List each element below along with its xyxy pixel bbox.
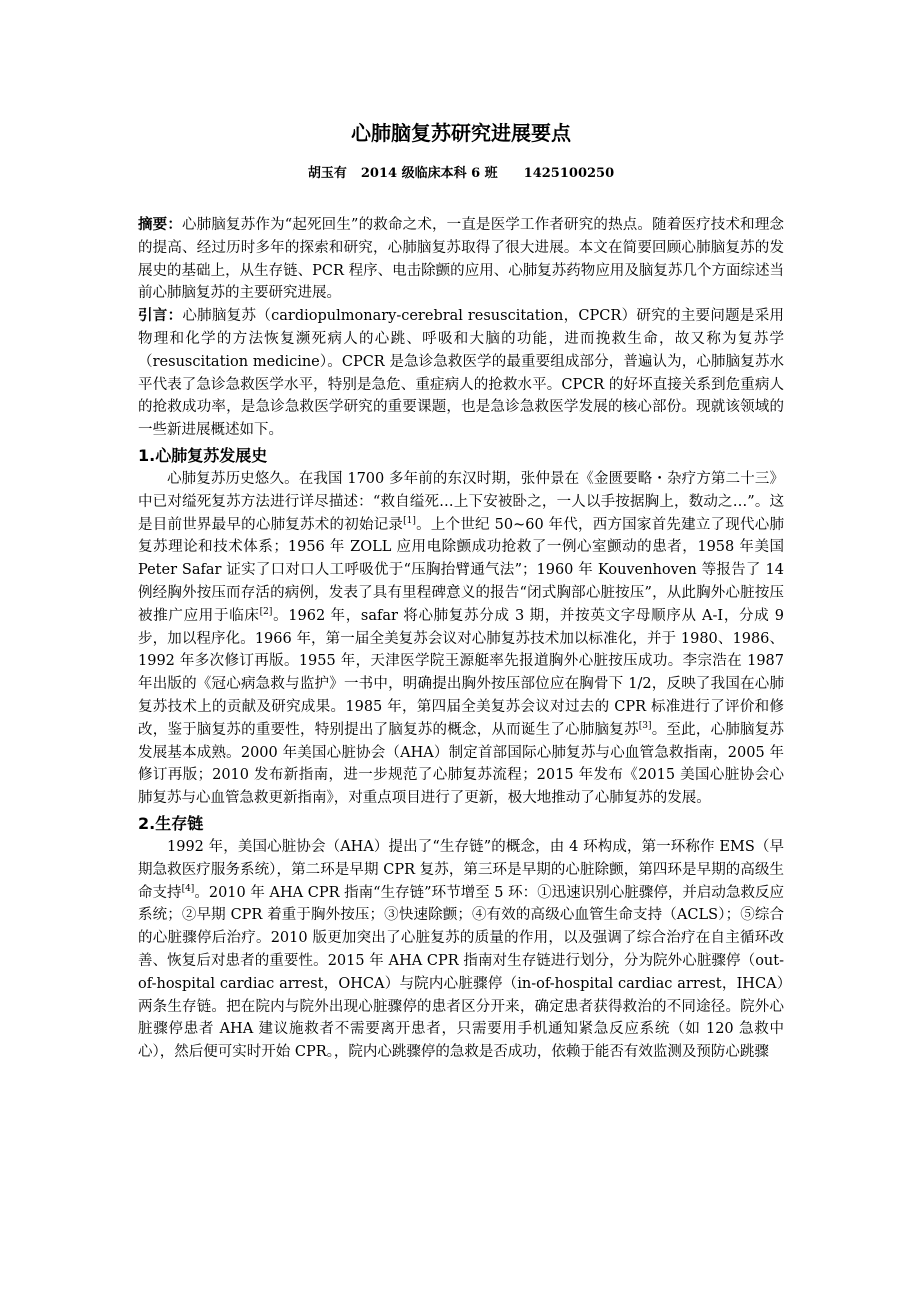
student-id: 1425100250 [523,166,615,181]
intro-paragraph [138,305,784,442]
section-2-text-a: 1992 年，美国心脏协会（AHA）提出了“生存链”的概念，由 4 环构成，第一环称作 EMS（早期急救医疗服务系统），第二环是早期 CPR 复苏，第三环是早期的心脏除颤，第四环是早期的高级生命支持 [138,838,784,901]
abstract-text: 心肺脑复苏作为“起死回生”的救命之术，一直是医学工作者研究的热点。随着医疗技术和理念的提高、经过历时多年的探索和研究，心肺脑复苏取得了很大进展。本文在简要回顾心肺脑复苏的发展史的基础上，从生存链、PCR 程序、电击除颤的应用、心肺复苏药物应用及脑复苏几个方面综述当前心肺脑复苏的主要研究进展。 [138,217,785,302]
author-name: 胡玉有 [307,166,347,181]
byline [138,164,784,184]
section-1-paragraph [138,468,784,810]
citation-2: [2] [259,606,273,617]
document-title: 心肺脑复苏研究进展要点 [351,121,571,145]
section-1-heading: 1.心肺复苏发展史 [138,445,268,465]
abstract-label: 摘要： [138,216,183,233]
section-1-text-a: 心肺复苏历史悠久。在我国 1700 多年前的东汉时期，张仲景在《金匮要略・杂疗方第二十三》中已对缢死复苏方法进行详尽描述：“救自缢死…上下安被卧之，一人以手按据胸上，数动之…”。这是目前世界最早的心肺复苏术的初始记录 [138,470,784,533]
section-2-paragraph [138,836,784,1064]
section-1-text-b: 。上个世纪 50~60 年代，西方国家首先建立了现代心肺复苏理论和技术体系；1956 年 ZOLL 应用电除颤成功抢救了一例心室颤动的患者，1958 年美国 Peter Safar 证实了口对口人工呼吸优于“压胸抬臂通气法”；1960 年 Kouvenhoven 等报告了 14 例经胸外按压而存活的病例，发表了具有里程碑意义的报告“闭式胸部心脏按压”，从此胸外心脏按压被推广应用于临床 [138,516,784,624]
section-1-text-d: 。至此，心肺脑复苏发展基本成熟。2000 年美国心脏协会（AHA）制定首部国际心肺复苏与心血管急救指南，2005 年修订再版；2010 发布新指南，进一步规范了心肺复苏流程；2015 年发布《2015 美国心脏协会心肺复苏与心血管急救更新指南》，对重点项目进行了更新，极大地推动了心肺复苏的发展。 [138,721,785,807]
document-page [138,118,784,1064]
intro-label: 引言： [138,307,183,325]
intro-text: 心肺脑复苏（cardiopulmonary-cerebral resuscitation，CPCR）研究的主要问题是采用物理和化学的方法恢复濒死病人的心跳、呼吸和大脑的功能，进而挽救生命，故又称为复苏学（resuscitation medicine）。CPCR 是急诊急救医学的最重要组成部分，普遍认为，心肺脑复苏水平代表了急诊急救医学水平，特别是急危、重症病人的抢救水平。CPCR 的好坏直接关系到危重病人的抢救成功率，是急诊急救医学研究的重要课题，也是急诊急救医学发展的核心部份。现就该领域的一些新进展概述如下。 [138,308,784,439]
citation-3: [3] [638,720,652,731]
section-1-text-c: 。1962 年，safar 将心肺复苏分成 3 期，并按英文字母顺序从 A-I，分成 9 步，加以程序化。1966 年，第一届全美复苏会议对心肺复苏技术加以标准化，并于 1980、1986、1992 年多次修订再版。1955 年，天津医学院王源艇率先报道胸外心脏按压成功。李宗浩在 1987 年出版的《冠心病急救与监护》一书中，明确提出胸外按压部位应在胸骨下 1/2，反映了我国在心肺复苏技术上的贡献及研究成果。1985 年，第四届全美复苏会议对过去的 CPR 标准进行了评价和修改，鉴于脑复苏的重要性，特别提出了脑复苏的概念，从而诞生了心肺脑复苏 [138,607,784,738]
citation-1: [1] [403,515,416,526]
class-name: 2014 级临床本科 6 班 [360,166,498,181]
citation-4: [4] [181,883,195,894]
section-2-text-b: 。2010 年 AHA CPR 指南“生存链”环节增至 5 环：①迅速识别心脏骤停，并启动急救反应系统；②早期 CPR 着重于胸外按压；③快速除颤；④有效的高级心血管生命支持（ACLS）；⑤综合的心脏骤停后治疗。2010 版更加突出了心脏复苏的质量的作用，以及强调了综合治疗在自主循环改善、恢复后对患者的重要性。2015 年 AHA CPR 指南对生存链进行划分，分为院外心脏骤停（out-of-hospital cardiac arrest，OHCA）与院内心脏骤停（in-of-hospital cardiac arrest，IHCA）两条生存链。把在院内与院外出现心脏骤停的患者区分开来，确定患者获得救治的不同途径。院外心脏骤停患者 AHA 建议施救者不需要离开患者，只需要用手机通知紧急反应系统（如 120 急救中心），然后便可实时开始 CPR。，院内心跳骤停的急救是否成功，依赖于能否有效监测及预防心跳骤 [138,884,784,1061]
abstract-paragraph [138,214,784,305]
section-2-heading: 2.生存链 [138,813,204,833]
